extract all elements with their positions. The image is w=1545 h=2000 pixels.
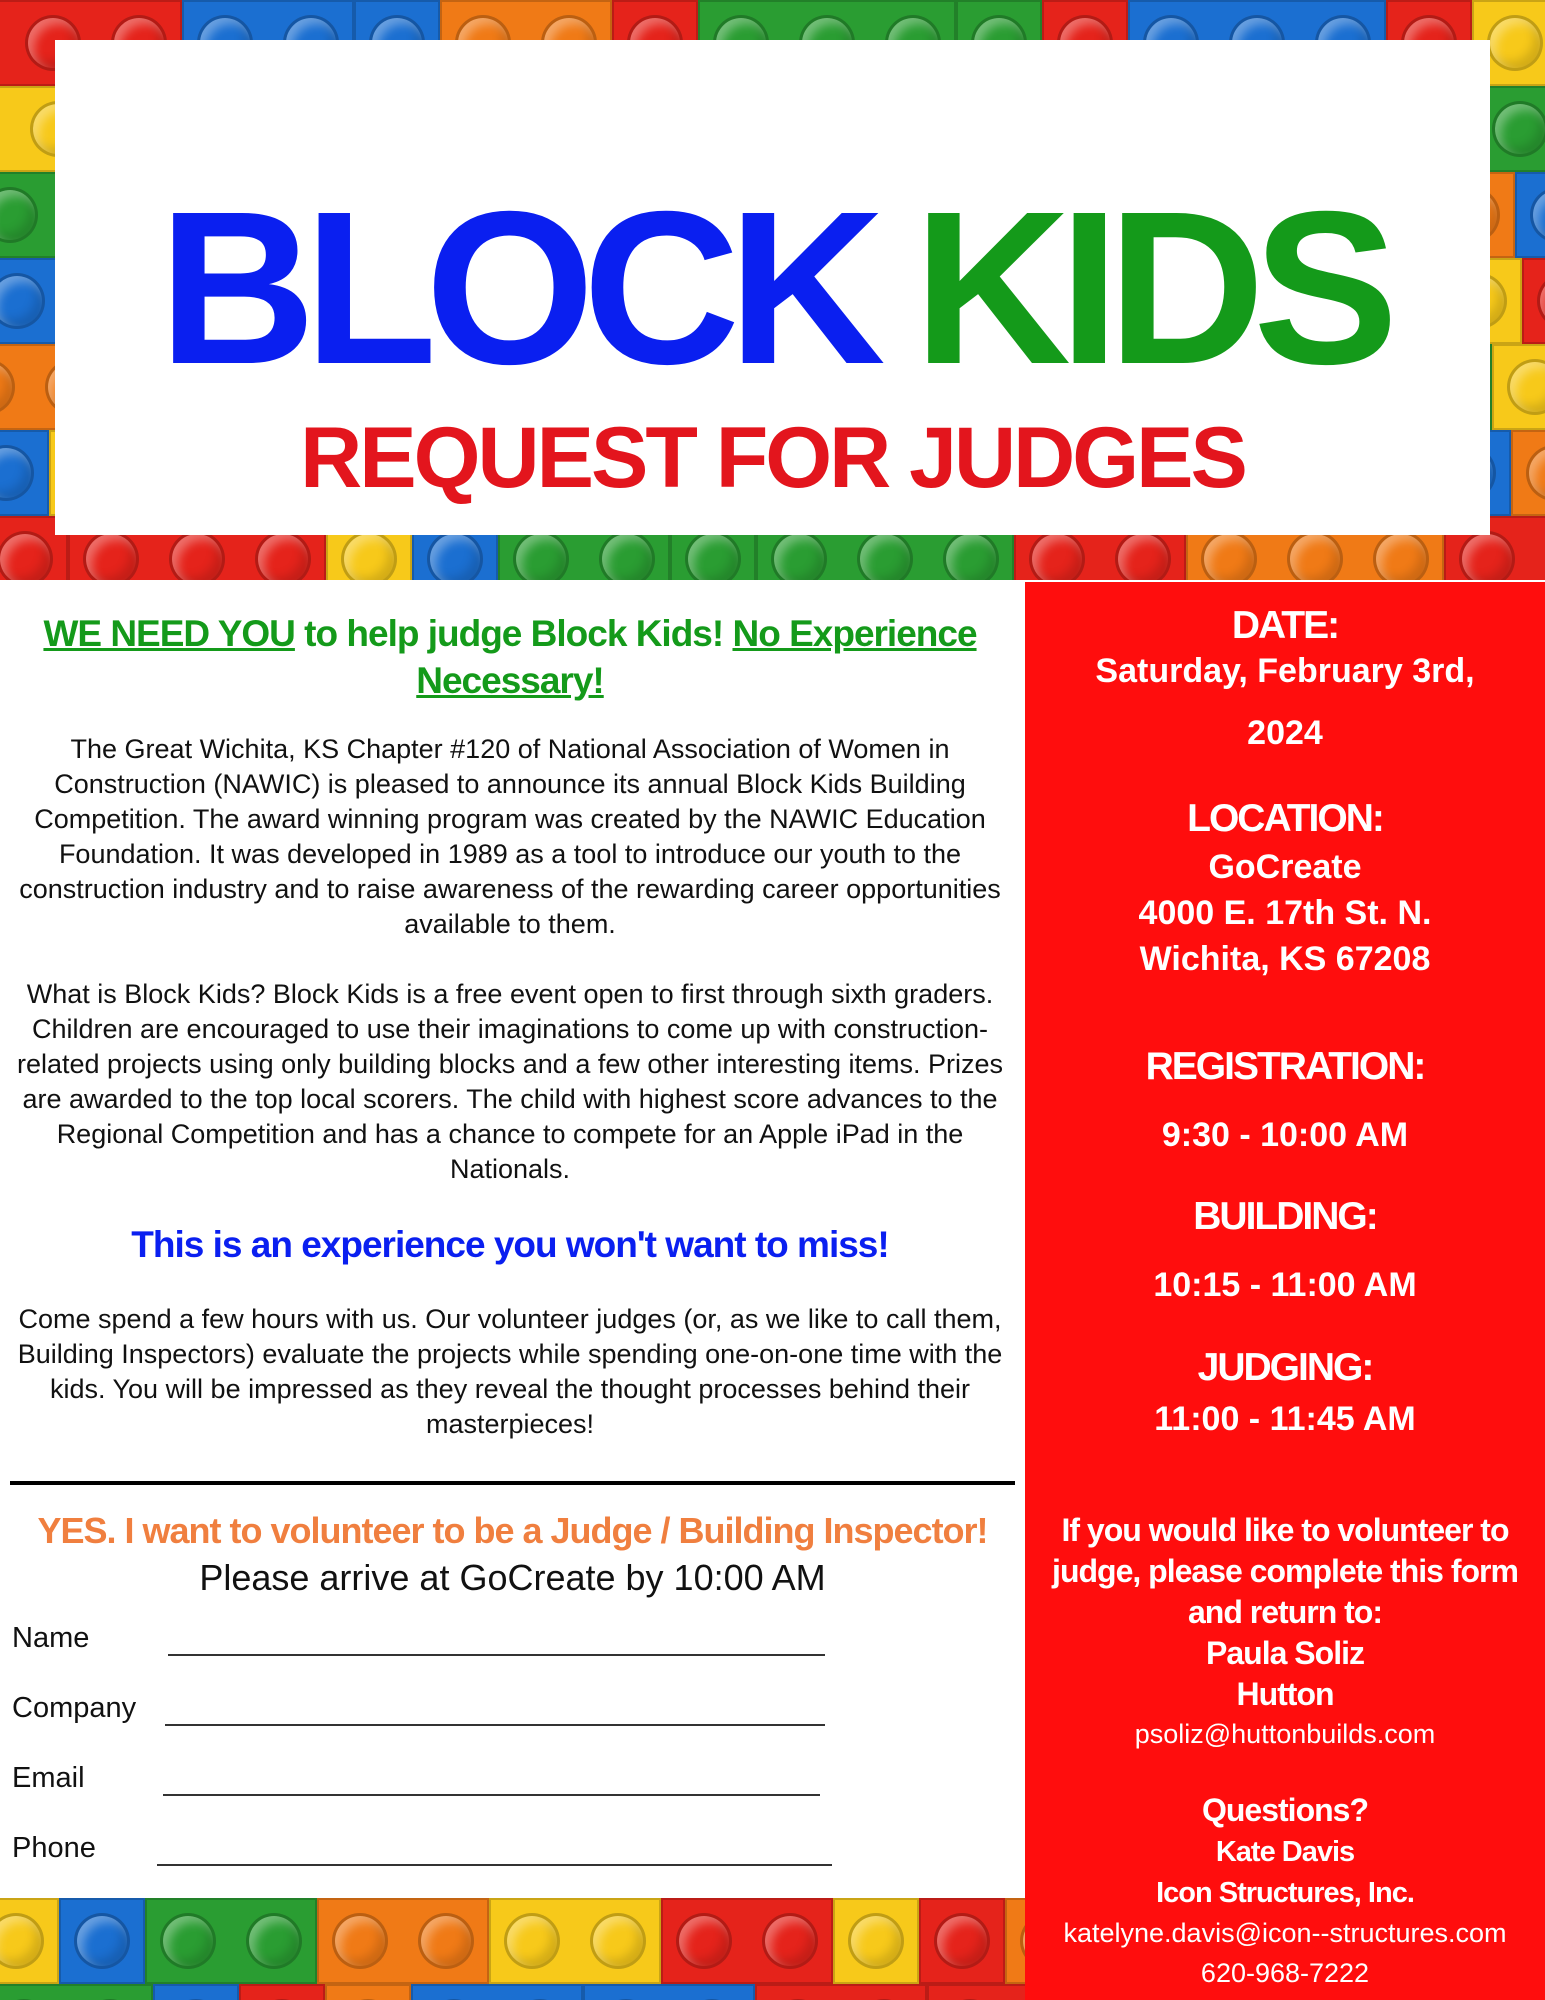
lego-stud (1201, 531, 1257, 580)
lego-brick (59, 1898, 145, 1984)
email-field[interactable] (163, 1794, 820, 1796)
lego-brick (755, 1984, 927, 2000)
company-field[interactable] (165, 1724, 825, 1726)
lego-stud (0, 1913, 44, 1969)
name-label: Name (12, 1622, 90, 1654)
lego-stud (771, 531, 827, 580)
title-word-block: BLOCK (158, 167, 874, 410)
building-time: 10:15 - 11:00 AM (1153, 1266, 1417, 1304)
lego-stud (1287, 531, 1343, 580)
questions-phone: 620-968-7222 (1200, 1958, 1370, 1988)
lego-brick (0, 258, 60, 344)
lego-stud (590, 1913, 646, 1969)
lego-stud (599, 531, 655, 580)
lego-stud (857, 531, 913, 580)
lego-brick (239, 1984, 325, 2000)
lego-stud (1459, 531, 1515, 580)
arrival-note: Please arrive at GoCreate by 10:00 AM (199, 1557, 826, 1598)
lego-stud (332, 1913, 388, 1969)
lego-stud (1507, 359, 1545, 415)
date-line1: Saturday, February 3rd, (1095, 652, 1475, 690)
judging-label: JUDGING: (1197, 1346, 1373, 1389)
lego-brick (1492, 344, 1545, 430)
lego-stud (0, 273, 45, 329)
title-panel (55, 40, 1490, 535)
lego-stud (1537, 273, 1545, 329)
lego-stud (1373, 531, 1429, 580)
lego-brick (919, 1898, 1005, 1984)
volunteer-line2: judge, please complete this form (1052, 1553, 1518, 1589)
lego-stud (246, 1913, 302, 1969)
page-title (55, 167, 1490, 410)
contact-email-link[interactable]: psoliz@huttonbuilds.com (1134, 1719, 1436, 1749)
lego-brick-background-bottom (0, 1898, 1025, 2000)
section-divider (10, 1481, 1015, 1485)
title-word-kids: KIDS (913, 167, 1387, 410)
lego-stud (934, 1913, 990, 1969)
lego-stud (255, 531, 311, 580)
location-label: LOCATION: (1187, 797, 1383, 840)
email-label: Email (12, 1762, 85, 1794)
volunteer-line1: If you would like to volunteer to (1061, 1512, 1509, 1548)
headline-we-need-you: WE NEED YOU (43, 613, 295, 654)
contact-name-line2: Hutton (1236, 1676, 1334, 1712)
date-line2: 2024 (1247, 714, 1323, 752)
lego-brick (0, 1898, 59, 1984)
questions-name: Kate Davis (1215, 1836, 1355, 1868)
lego-stud (513, 531, 569, 580)
lego-stud (0, 445, 34, 501)
main-content (0, 582, 1022, 1898)
intro-paragraph: The Great Wichita, KS Chapter #120 of National Association of Women in Construction (NAWIC) is pleased to announce its annual Block Kids Building Competition. The award winning program was created by the NAWIC Education Foundation. It was developed in 1989 as a tool to introduce our youth to the construction industry and to raise awareness of the rewarding career opportunities available to them. (19, 734, 1001, 939)
headline-middle: to help judge Block Kids! (294, 613, 733, 654)
lego-brick (661, 1898, 833, 1984)
lego-stud (0, 187, 38, 243)
lego-brick (1522, 258, 1545, 344)
lego-brick (1515, 172, 1545, 258)
form-heading: YES. I want to volunteer to be a Judge / Building Inspector! (37, 1510, 988, 1551)
lego-brick (833, 1898, 919, 1984)
lego-stud (83, 531, 139, 580)
judging-time: 11:00 - 11:45 AM (1154, 1400, 1416, 1438)
lego-brick (489, 1898, 661, 1984)
date-label: DATE: (1231, 604, 1339, 647)
questions-email-link[interactable]: katelyne.davis@icon--structures.com (1063, 1918, 1507, 1948)
lego-stud (341, 531, 397, 580)
lego-brick (153, 1984, 239, 2000)
lego-stud (160, 1913, 216, 1969)
lego-stud (427, 531, 483, 580)
registration-label: REGISTRATION: (1145, 1045, 1425, 1088)
lego-stud (1526, 445, 1545, 501)
questions-company: Icon Structures, Inc. (1156, 1877, 1414, 1909)
lego-brick (411, 1984, 583, 2000)
tagline: This is an experience you won't want to miss! (131, 1224, 889, 1265)
lego-brick (317, 1898, 489, 1984)
lego-brick (145, 1898, 317, 1984)
lego-stud (169, 531, 225, 580)
lego-stud (762, 1913, 818, 1969)
registration-time: 9:30 - 10:00 AM (1161, 1116, 1409, 1154)
lego-stud (74, 1913, 130, 1969)
lego-brick (0, 430, 49, 516)
headline (20, 610, 1000, 704)
lego-stud (1487, 15, 1543, 71)
lego-brick (1005, 1898, 1025, 1984)
location-city: Wichita, KS 67208 (1139, 940, 1431, 978)
lego-stud (1530, 187, 1545, 243)
phone-field[interactable] (157, 1864, 832, 1866)
lego-brick (0, 1984, 153, 2000)
lego-brick (325, 1984, 411, 2000)
lego-stud (848, 1913, 904, 1969)
lego-stud (504, 1913, 560, 1969)
name-field[interactable] (168, 1654, 825, 1656)
location-street: 4000 E. 17th St. N. (1138, 894, 1432, 932)
location-name: GoCreate (1208, 848, 1362, 886)
lego-stud (1492, 101, 1545, 157)
contact-name-line1: Paula Soliz (1206, 1635, 1364, 1671)
event-details-panel (1025, 582, 1545, 2000)
volunteer-paragraph: Come spend a few hours with us. Our volunteer judges (or, as we like to call them, Building Inspectors) evaluate the projects while spending one-on-one time with the kids. You will be impressed as they reveal the thought processes behind their masterpieces! (17, 1304, 1003, 1439)
building-label: BUILDING: (1193, 1195, 1377, 1238)
lego-brick (927, 1984, 1025, 2000)
lego-stud (943, 531, 999, 580)
lego-brick (1511, 430, 1545, 516)
lego-brick (583, 1984, 755, 2000)
headline-no-experience: No Experience Necessary! (416, 613, 977, 701)
lego-stud (1115, 531, 1171, 580)
lego-stud (0, 359, 15, 415)
lego-stud (676, 1913, 732, 1969)
lego-stud (418, 1913, 474, 1969)
questions-label: Questions? (1201, 1792, 1368, 1828)
what-is-paragraph: What is Block Kids? Block Kids is a free event open to first through sixth graders. Children are encouraged to use their imaginations to come up with construction-related projects using only building blocks and a few other interesting items. Prizes are awarded to the top local scorers. The child with highest score advances to the Regional Competition and has a chance to compete for an Apple iPad in the Nationals. (16, 979, 1003, 1184)
page-subtitle: REQUEST FOR JUDGES (300, 410, 1245, 506)
volunteer-line3: and return to: (1188, 1594, 1382, 1630)
lego-stud (0, 531, 53, 580)
lego-stud (685, 531, 741, 580)
phone-label: Phone (12, 1832, 96, 1864)
lego-stud (1029, 531, 1085, 580)
company-label: Company (12, 1692, 137, 1724)
